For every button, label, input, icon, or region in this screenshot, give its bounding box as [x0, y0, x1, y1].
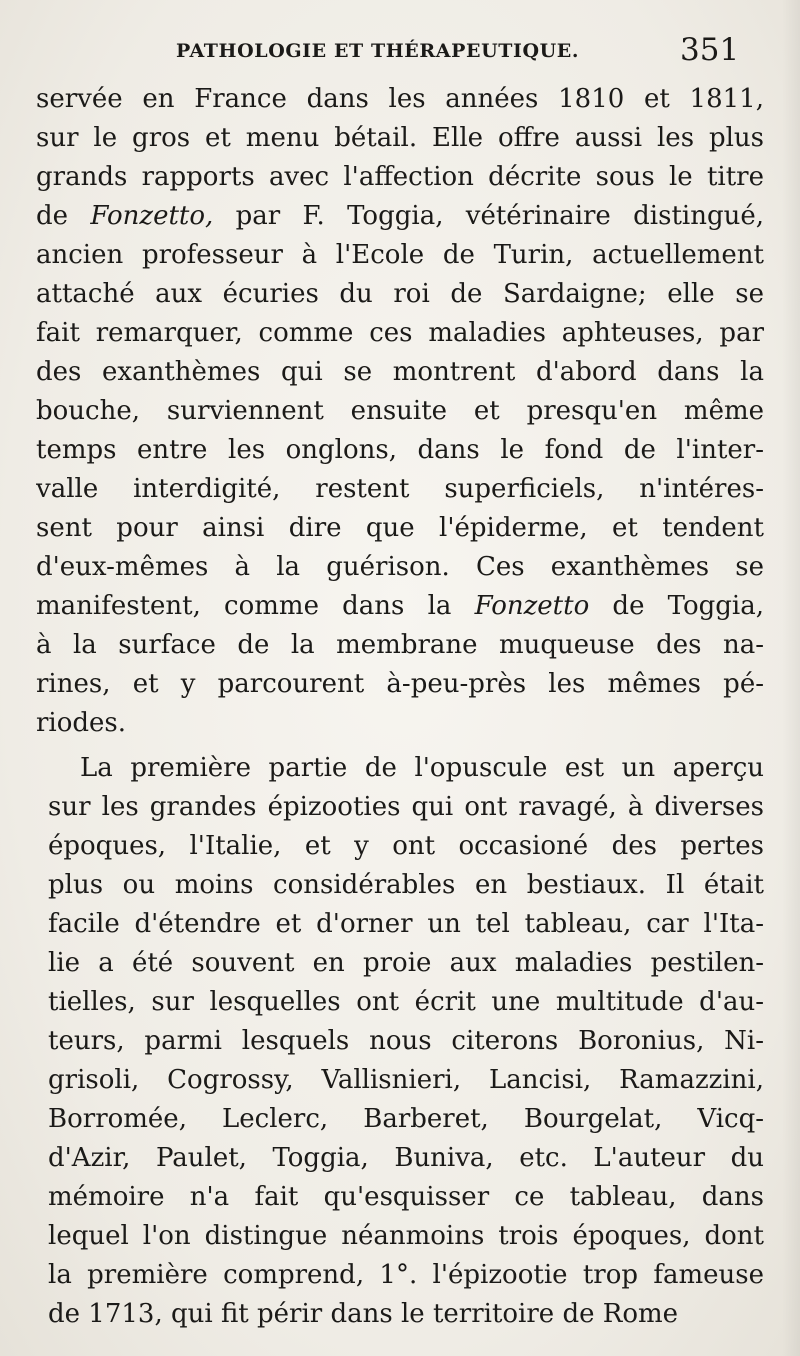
text-line: plus ou moins considérables en bestiaux. Il était — [48, 870, 764, 900]
text-line: grisoli, Cogrossy, Vallisnieri, Lancisi, Ramazzini, — [48, 1065, 764, 1095]
text-line: lequel l'on distingue néanmoins trois époques, dont — [48, 1221, 764, 1251]
text-segment: par F. Toggia, vétérinaire distingué, — [213, 201, 764, 231]
paragraph-1 — [36, 80, 764, 743]
text-line: teurs, parmi lesquels nous citerons Boronius, Ni- — [48, 1026, 764, 1056]
text-line: riodes. — [36, 708, 127, 738]
page-header — [0, 30, 800, 74]
italic-title: Fonzetto, — [90, 201, 214, 231]
text-line: mémoire n'a fait qu'esquisser ce tableau, dans — [48, 1182, 764, 1212]
body-text — [36, 80, 764, 1334]
text-line: La première partie de l'opuscule est un aperçu — [80, 753, 764, 783]
text-line: valle interdigité, restent superficiels, n'intéres- — [36, 474, 764, 504]
text-line: temps entre les onglons, dans le fond de l'inter- — [36, 435, 764, 465]
text-line: bouche, surviennent ensuite et presqu'en même — [36, 396, 764, 426]
paragraph-2 — [36, 749, 764, 1334]
text-line — [36, 197, 764, 236]
text-line: à la surface de la membrane muqueuse des na- — [36, 630, 764, 660]
text-segment: de — [36, 201, 91, 231]
text-line: sent pour ainsi dire que l'épiderme, et tendent — [36, 513, 764, 543]
text-line: Borromée, Leclerc, Barberet, Bourgelat, Vicq- — [48, 1104, 764, 1134]
text-line: tielles, sur lesquelles ont écrit une multitude d'au- — [48, 987, 764, 1017]
text-line: lie a été souvent en proie aux maladies pestilen- — [48, 948, 764, 978]
text-line: des exanthèmes qui se montrent d'abord dans la — [36, 357, 764, 387]
text-line: d'eux-mêmes à la guérison. Ces exanthèmes se — [36, 552, 764, 582]
text-line: facile d'étendre et d'orner un tel tableau, car l'Ita- — [48, 909, 764, 939]
text-line — [36, 587, 764, 626]
running-head: PATHOLOGIE ET THÉRAPEUTIQUE. — [176, 40, 580, 62]
text-line: grands rapports avec l'affection décrite sous le titre — [36, 162, 764, 192]
text-line: époques, l'Italie, et y ont occasioné des pertes — [48, 831, 764, 861]
text-segment: manifestent, comme dans la — [36, 591, 475, 621]
text-line: sur les grandes épizooties qui ont ravagé, à diverses — [48, 792, 764, 822]
italic-title: Fonzetto — [474, 591, 590, 621]
text-line: d'Azir, Paulet, Toggia, Buniva, etc. L'auteur du — [48, 1143, 764, 1173]
text-line: de 1713, qui fit périr dans le territoire de Rome — [48, 1299, 679, 1329]
page-number: 351 — [680, 32, 740, 68]
text-segment: de Toggia, — [589, 591, 764, 621]
text-line: servée en France dans les années 1810 et 1811, — [36, 84, 764, 114]
text-line: attaché aux écuries du roi de Sardaigne; elle se — [36, 279, 764, 309]
text-line: sur le gros et menu bétail. Elle offre aussi les plus — [36, 123, 764, 153]
text-line: rines, et y parcourent à-peu-près les mêmes pé- — [36, 669, 764, 699]
text-line: la première comprend, 1°. l'épizootie trop fameuse — [48, 1260, 764, 1290]
page-edge-shadow — [782, 0, 800, 1356]
text-line: fait remarquer, comme ces maladies aphteuses, par — [36, 318, 764, 348]
text-line: ancien professeur à l'Ecole de Turin, actuellement — [36, 240, 764, 270]
